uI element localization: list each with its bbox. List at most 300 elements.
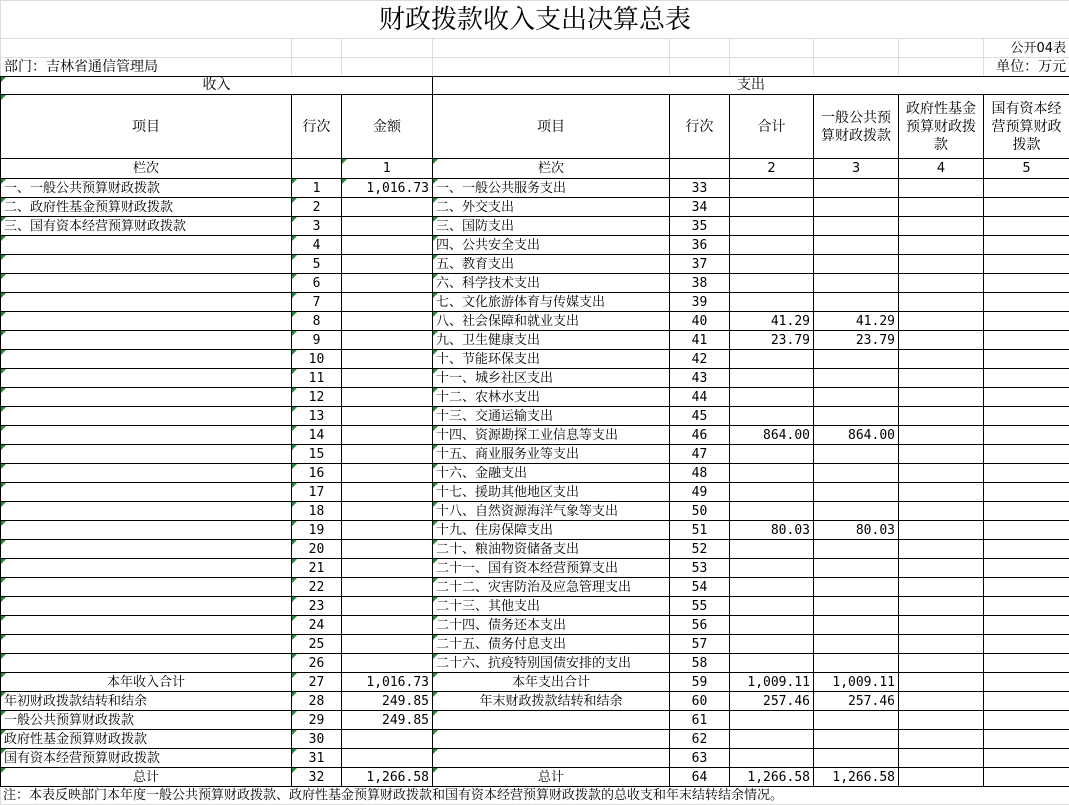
income-line-cell: 23: [292, 597, 342, 616]
income-amount-cell: [342, 312, 433, 331]
table-row: [1, 369, 1069, 388]
expense-general-cell: 41.29: [814, 312, 899, 331]
expense-total-cell: [730, 578, 814, 597]
empty-cell: [814, 39, 899, 58]
expense-general-cell: [814, 293, 899, 312]
index-label-right: 栏次: [433, 159, 670, 179]
expense-line-cell: 58: [670, 654, 730, 673]
empty-cell: [730, 39, 814, 58]
expense-general-cell: [814, 654, 899, 673]
expense-item-cell: [433, 711, 670, 730]
expense-fund-cell: [899, 768, 984, 787]
expense-total-cell: [730, 654, 814, 673]
income-amount-cell: [342, 502, 433, 521]
expense-total-cell: 41.29: [730, 312, 814, 331]
expense-total-cell: [730, 597, 814, 616]
expense-item-cell: [433, 730, 670, 749]
table-row: [1, 521, 1069, 540]
expense-soe-cell: [984, 730, 1069, 749]
column-header-row: [1, 95, 1069, 159]
table-row: [1, 483, 1069, 502]
expense-fund-cell: [899, 502, 984, 521]
income-item-cell: [1, 445, 292, 464]
income-line-cell: 10: [292, 350, 342, 369]
table-row: [1, 217, 1069, 236]
department-row: [1, 58, 1069, 77]
income-amount-cell: [342, 426, 433, 445]
table-row: [1, 635, 1069, 654]
income-section-header: 收入: [1, 77, 433, 95]
expense-general-cell: [814, 198, 899, 217]
expense-total-cell: [730, 350, 814, 369]
table-row: [1, 198, 1069, 217]
expense-fund-cell: [899, 331, 984, 350]
expense-item-cell: 二十二、灾害防治及应急管理支出: [433, 578, 670, 597]
expense-general-cell: 23.79: [814, 331, 899, 350]
table-row: [1, 293, 1069, 312]
income-line-cell: 5: [292, 255, 342, 274]
income-item-cell: 政府性基金预算财政拨款: [1, 730, 292, 749]
expense-item-cell: 一、一般公共服务支出: [433, 179, 670, 198]
empty-cell: [1, 39, 292, 58]
index-col-4: 4: [899, 159, 984, 179]
expense-fund-cell: [899, 730, 984, 749]
income-amount-cell: [342, 445, 433, 464]
expense-item-cell: 十、节能环保支出: [433, 350, 670, 369]
income-line-cell: 9: [292, 331, 342, 350]
income-amount-cell: [342, 597, 433, 616]
expense-total-cell: 23.79: [730, 331, 814, 350]
expense-total-cell: [730, 255, 814, 274]
expense-line-cell: 62: [670, 730, 730, 749]
income-item-cell: [1, 483, 292, 502]
expense-item-cell: 八、社会保障和就业支出: [433, 312, 670, 331]
expense-general-cell: [814, 350, 899, 369]
table-row: [1, 730, 1069, 749]
expense-soe-cell: [984, 711, 1069, 730]
table-row: [1, 350, 1069, 369]
expense-general-cell: [814, 597, 899, 616]
table-row: [1, 540, 1069, 559]
expense-item-cell: 二十五、债务付息支出: [433, 635, 670, 654]
income-line-cell: 17: [292, 483, 342, 502]
income-item-cell: 二、政府性基金预算财政拨款: [1, 198, 292, 217]
expense-soe-cell: [984, 673, 1069, 692]
expense-fund-cell: [899, 635, 984, 654]
expense-soe-cell: [984, 692, 1069, 711]
income-item-cell: 一、一般公共预算财政拨款: [1, 179, 292, 198]
expense-item-cell: 年末财政拨款结转和结余: [433, 692, 670, 711]
expense-item-cell: 二十六、抗疫特别国债安排的支出: [433, 654, 670, 673]
expense-fund-cell: [899, 179, 984, 198]
expense-line-cell: 53: [670, 559, 730, 578]
department-label: 部门：吉林省通信管理局: [1, 58, 292, 77]
income-amount-cell: 249.85: [342, 692, 433, 711]
income-amount-cell: [342, 331, 433, 350]
expense-soe-cell: [984, 388, 1069, 407]
table-row: [1, 274, 1069, 293]
expense-line-cell: 33: [670, 179, 730, 198]
expense-fund-cell: [899, 274, 984, 293]
expense-line-cell: 35: [670, 217, 730, 236]
header-income-line: 行次: [292, 95, 342, 159]
income-line-cell: 3: [292, 217, 342, 236]
expense-total-cell: [730, 711, 814, 730]
form-number: 公开04表: [984, 39, 1069, 58]
table-row: [1, 559, 1069, 578]
expense-fund-cell: [899, 711, 984, 730]
income-item-cell: 三、国有资本经营预算财政拨款: [1, 217, 292, 236]
income-item-cell: [1, 350, 292, 369]
expense-total-cell: 257.46: [730, 692, 814, 711]
expense-fund-cell: [899, 369, 984, 388]
expense-line-cell: 52: [670, 540, 730, 559]
income-item-cell: [1, 597, 292, 616]
expense-item-cell: 四、公共安全支出: [433, 236, 670, 255]
income-item-cell: [1, 464, 292, 483]
expense-general-cell: [814, 730, 899, 749]
income-amount-cell: [342, 578, 433, 597]
expense-item-cell: 十六、金融支出: [433, 464, 670, 483]
expense-line-cell: 42: [670, 350, 730, 369]
income-line-cell: 2: [292, 198, 342, 217]
expense-general-cell: [814, 445, 899, 464]
income-amount-cell: [342, 730, 433, 749]
income-line-cell: 18: [292, 502, 342, 521]
expense-soe-cell: [984, 483, 1069, 502]
table-row: [1, 464, 1069, 483]
income-item-cell: [1, 255, 292, 274]
table-row: [1, 236, 1069, 255]
expense-item-cell: 二十四、债务还本支出: [433, 616, 670, 635]
expense-item-cell: 十四、资源勘探工业信息等支出: [433, 426, 670, 445]
expense-soe-cell: [984, 749, 1069, 768]
section-header-row: [1, 77, 1069, 95]
expense-total-cell: [730, 388, 814, 407]
income-amount-cell: 1,016.73: [342, 179, 433, 198]
index-col-1: 1: [342, 159, 433, 179]
income-item-cell: [1, 388, 292, 407]
expense-item-cell: 十七、援助其他地区支出: [433, 483, 670, 502]
table-row: [1, 179, 1069, 198]
expense-item-cell: 三、国防支出: [433, 217, 670, 236]
header-expense-soe: 国有资本经营预算财政拨款: [984, 95, 1069, 159]
note-row: [1, 787, 1069, 805]
expense-line-cell: 59: [670, 673, 730, 692]
expense-line-cell: 51: [670, 521, 730, 540]
expense-fund-cell: [899, 578, 984, 597]
expense-soe-cell: [984, 635, 1069, 654]
empty-cell: [670, 159, 730, 179]
expense-total-cell: 1,009.11: [730, 673, 814, 692]
income-line-cell: 32: [292, 768, 342, 787]
expense-total-cell: [730, 293, 814, 312]
expense-item-cell: 总计: [433, 768, 670, 787]
empty-cell: [292, 58, 342, 77]
table-row: [1, 255, 1069, 274]
table-row: [1, 711, 1069, 730]
expense-section-header: 支出: [433, 77, 1069, 95]
expense-line-cell: 39: [670, 293, 730, 312]
expense-line-cell: 40: [670, 312, 730, 331]
expense-item-cell: 十一、城乡社区支出: [433, 369, 670, 388]
table-row: [1, 692, 1069, 711]
income-amount-cell: [342, 369, 433, 388]
table-row: [1, 445, 1069, 464]
expense-line-cell: 43: [670, 369, 730, 388]
header-income-item: 项目: [1, 95, 292, 159]
income-item-cell: [1, 559, 292, 578]
income-amount-cell: [342, 540, 433, 559]
expense-general-cell: [814, 464, 899, 483]
expense-item-cell: 七、文化旅游体育与传媒支出: [433, 293, 670, 312]
income-line-cell: 4: [292, 236, 342, 255]
income-item-cell: [1, 407, 292, 426]
expense-line-cell: 48: [670, 464, 730, 483]
income-amount-cell: [342, 616, 433, 635]
table-row: [1, 388, 1069, 407]
income-amount-cell: [342, 255, 433, 274]
expense-line-cell: 60: [670, 692, 730, 711]
income-line-cell: 15: [292, 445, 342, 464]
expense-general-cell: 257.46: [814, 692, 899, 711]
table-row: [1, 654, 1069, 673]
expense-fund-cell: [899, 350, 984, 369]
expense-soe-cell: [984, 369, 1069, 388]
income-amount-cell: 1,266.58: [342, 768, 433, 787]
expense-fund-cell: [899, 407, 984, 426]
expense-fund-cell: [899, 426, 984, 445]
form-number-row: [1, 39, 1069, 58]
income-item-cell: [1, 540, 292, 559]
income-item-cell: [1, 369, 292, 388]
expense-fund-cell: [899, 749, 984, 768]
expense-item-cell: [433, 749, 670, 768]
empty-cell: [342, 58, 433, 77]
page-title: 财政拨款收入支出决算总表: [1, 1, 1069, 39]
expense-general-cell: [814, 483, 899, 502]
expense-soe-cell: [984, 502, 1069, 521]
income-amount-cell: [342, 464, 433, 483]
income-amount-cell: [342, 198, 433, 217]
expense-item-cell: 十二、农林水支出: [433, 388, 670, 407]
expense-line-cell: 50: [670, 502, 730, 521]
expense-line-cell: 34: [670, 198, 730, 217]
income-line-cell: 1: [292, 179, 342, 198]
expense-soe-cell: [984, 464, 1069, 483]
table-row: [1, 673, 1069, 692]
expense-fund-cell: [899, 597, 984, 616]
table-note: 注：本表反映部门本年度一般公共预算财政拨款、政府性基金预算财政拨款和国有资本经营预算财政拨款的总收支和年末结转结余情况。: [1, 787, 1069, 805]
expense-total-cell: [730, 730, 814, 749]
expense-fund-cell: [899, 521, 984, 540]
expense-soe-cell: [984, 198, 1069, 217]
expense-total-cell: [730, 445, 814, 464]
expense-total-cell: [730, 217, 814, 236]
expense-line-cell: 55: [670, 597, 730, 616]
expense-total-cell: [730, 616, 814, 635]
income-item-cell: 本年收入合计: [1, 673, 292, 692]
income-amount-cell: [342, 293, 433, 312]
table-row: [1, 426, 1069, 445]
income-line-cell: 11: [292, 369, 342, 388]
expense-item-cell: 六、科学技术支出: [433, 274, 670, 293]
income-amount-cell: [342, 388, 433, 407]
expense-soe-cell: [984, 597, 1069, 616]
expense-line-cell: 57: [670, 635, 730, 654]
income-item-cell: [1, 426, 292, 445]
expense-soe-cell: [984, 578, 1069, 597]
expense-line-cell: 44: [670, 388, 730, 407]
expense-fund-cell: [899, 236, 984, 255]
expense-total-cell: [730, 540, 814, 559]
index-col-3: 3: [814, 159, 899, 179]
expense-total-cell: 1,266.58: [730, 768, 814, 787]
income-item-cell: 一般公共预算财政拨款: [1, 711, 292, 730]
income-amount-cell: [342, 559, 433, 578]
expense-general-cell: [814, 369, 899, 388]
expense-fund-cell: [899, 692, 984, 711]
empty-cell: [433, 58, 670, 77]
income-item-cell: [1, 635, 292, 654]
expense-total-cell: [730, 483, 814, 502]
income-line-cell: 26: [292, 654, 342, 673]
income-line-cell: 8: [292, 312, 342, 331]
expense-item-cell: 十八、自然资源海洋气象等支出: [433, 502, 670, 521]
expense-fund-cell: [899, 388, 984, 407]
income-amount-cell: [342, 407, 433, 426]
expense-line-cell: 41: [670, 331, 730, 350]
expense-item-cell: 二十一、国有资本经营预算支出: [433, 559, 670, 578]
income-amount-cell: 249.85: [342, 711, 433, 730]
header-expense-line: 行次: [670, 95, 730, 159]
expense-total-cell: [730, 236, 814, 255]
income-amount-cell: [342, 521, 433, 540]
header-income-amount: 金额: [342, 95, 433, 159]
expense-soe-cell: [984, 179, 1069, 198]
income-line-cell: 25: [292, 635, 342, 654]
income-line-cell: 7: [292, 293, 342, 312]
table-row: [1, 407, 1069, 426]
income-item-cell: 年初财政拨款结转和结余: [1, 692, 292, 711]
expense-line-cell: 37: [670, 255, 730, 274]
income-item-cell: [1, 521, 292, 540]
income-line-cell: 28: [292, 692, 342, 711]
expense-total-cell: [730, 502, 814, 521]
expense-fund-cell: [899, 483, 984, 502]
expense-item-cell: 五、教育支出: [433, 255, 670, 274]
expense-general-cell: [814, 559, 899, 578]
expense-soe-cell: [984, 616, 1069, 635]
table-row: [1, 502, 1069, 521]
expense-fund-cell: [899, 293, 984, 312]
expense-general-cell: [814, 540, 899, 559]
expense-general-cell: 1,009.11: [814, 673, 899, 692]
table-row: [1, 578, 1069, 597]
expense-fund-cell: [899, 654, 984, 673]
expense-general-cell: [814, 711, 899, 730]
expense-item-cell: 二十、粮油物资储备支出: [433, 540, 670, 559]
income-line-cell: 13: [292, 407, 342, 426]
income-line-cell: 21: [292, 559, 342, 578]
income-line-cell: 22: [292, 578, 342, 597]
header-expense-item: 项目: [433, 95, 670, 159]
expense-fund-cell: [899, 673, 984, 692]
income-amount-cell: [342, 654, 433, 673]
empty-cell: [342, 39, 433, 58]
income-amount-cell: [342, 236, 433, 255]
expense-general-cell: [814, 236, 899, 255]
expense-soe-cell: [984, 445, 1069, 464]
expense-item-cell: 十三、交通运输支出: [433, 407, 670, 426]
expense-general-cell: 1,266.58: [814, 768, 899, 787]
expense-general-cell: 80.03: [814, 521, 899, 540]
expense-line-cell: 47: [670, 445, 730, 464]
table-row: [1, 597, 1069, 616]
expense-line-cell: 45: [670, 407, 730, 426]
expense-general-cell: [814, 255, 899, 274]
expense-item-cell: 二十三、其他支出: [433, 597, 670, 616]
expense-general-cell: [814, 217, 899, 236]
unit-label: 单位：万元: [984, 58, 1069, 77]
expense-fund-cell: [899, 217, 984, 236]
income-item-cell: [1, 654, 292, 673]
empty-cell: [292, 39, 342, 58]
income-line-cell: 24: [292, 616, 342, 635]
expense-soe-cell: [984, 293, 1069, 312]
expense-total-cell: [730, 198, 814, 217]
expense-total-cell: [730, 274, 814, 293]
table-row: [1, 331, 1069, 350]
expense-fund-cell: [899, 559, 984, 578]
income-item-cell: 总计: [1, 768, 292, 787]
expense-soe-cell: [984, 407, 1069, 426]
expense-fund-cell: [899, 464, 984, 483]
income-item-cell: [1, 331, 292, 350]
empty-cell: [292, 159, 342, 179]
header-expense-general: 一般公共预算财政拨款: [814, 95, 899, 159]
table-row: [1, 312, 1069, 331]
income-amount-cell: [342, 635, 433, 654]
table-row: [1, 749, 1069, 768]
index-col-2: 2: [730, 159, 814, 179]
expense-general-cell: [814, 407, 899, 426]
empty-cell: [899, 58, 984, 77]
expense-line-cell: 63: [670, 749, 730, 768]
expense-item-cell: 十五、商业服务业等支出: [433, 445, 670, 464]
expense-fund-cell: [899, 445, 984, 464]
income-amount-cell: [342, 483, 433, 502]
income-line-cell: 20: [292, 540, 342, 559]
expense-general-cell: [814, 616, 899, 635]
expense-total-cell: [730, 749, 814, 768]
expense-general-cell: [814, 502, 899, 521]
expense-total-cell: [730, 464, 814, 483]
expense-total-cell: [730, 179, 814, 198]
income-item-cell: [1, 312, 292, 331]
income-line-cell: 19: [292, 521, 342, 540]
expense-fund-cell: [899, 198, 984, 217]
expense-fund-cell: [899, 540, 984, 559]
expense-item-cell: 九、卫生健康支出: [433, 331, 670, 350]
expense-item-cell: 本年支出合计: [433, 673, 670, 692]
income-line-cell: 30: [292, 730, 342, 749]
expense-general-cell: 864.00: [814, 426, 899, 445]
index-col-5: 5: [984, 159, 1069, 179]
expense-soe-cell: [984, 312, 1069, 331]
index-label-left: 栏次: [1, 159, 292, 179]
expense-line-cell: 36: [670, 236, 730, 255]
